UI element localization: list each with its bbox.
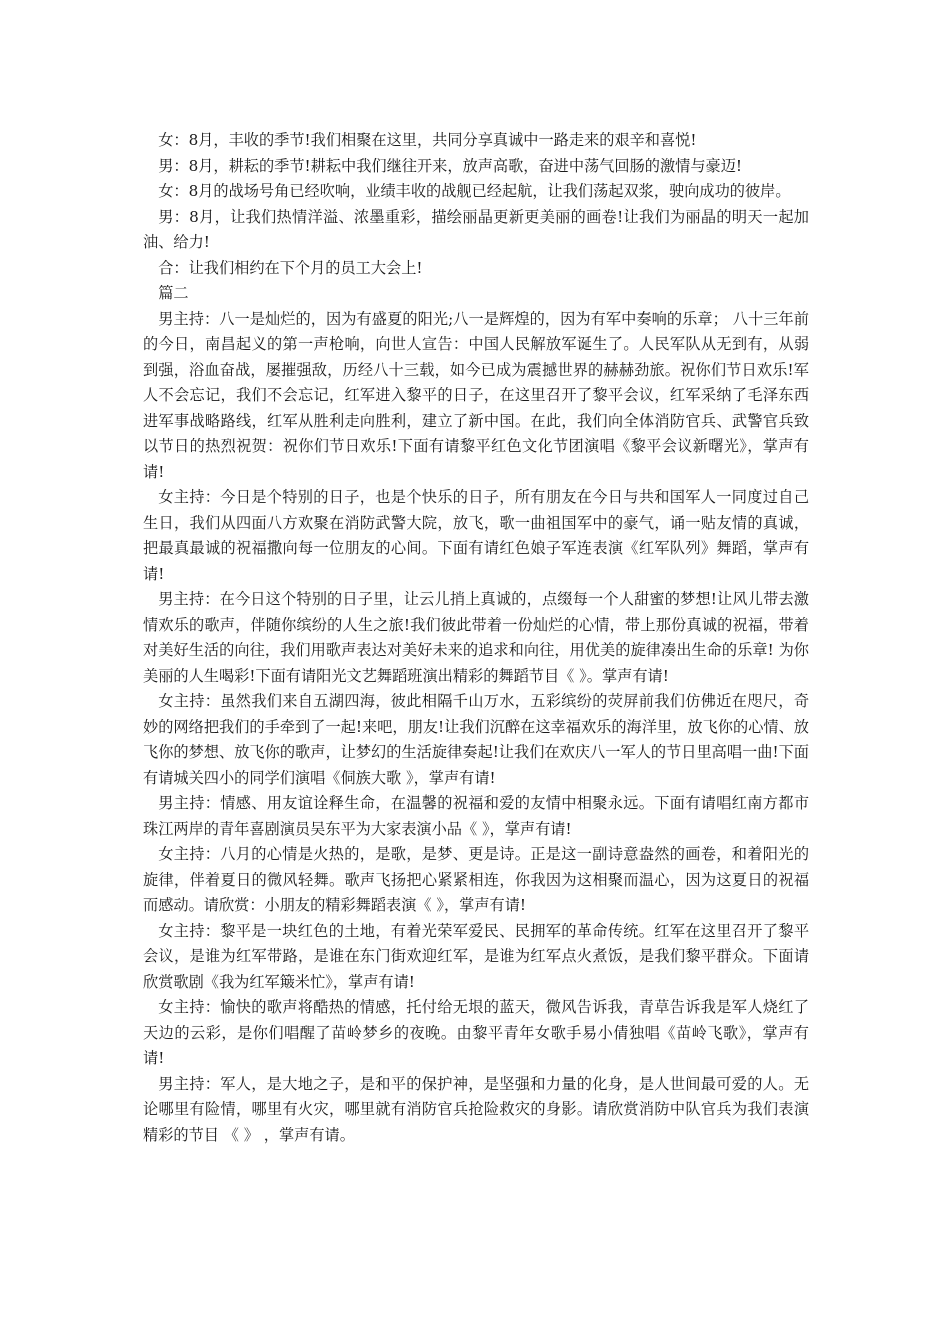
paragraph: 女：8月，丰收的季节!我们相聚在这里，共同分享真诚中一路走来的艰辛和喜悦! xyxy=(158,131,697,149)
paragraph: 男主持：军人，是大地之子，是和平的保护神，是坚强和力量的化身，是人世间最可爱的人。无论哪里有险情，哪里有火灾，哪里就有消防官兵抢险救灾的身影。请欣赏消防中队官兵为我们表演精彩的节目 《 》 ，掌声有请。 xyxy=(143,1074,809,1144)
paragraph: 男：8月，让我们热情洋溢、浓墨重彩，描绘丽晶更新更美丽的画卷!让我们为丽晶的明天一起加油、给力! xyxy=(143,207,809,251)
paragraph: 男：8月，耕耘的季节!耕耘中我们继往开来，放声高歌，奋进中荡气回肠的激情与豪迈! xyxy=(158,156,742,175)
paragraph: 女主持：愉快的歌声将酷热的情感，托付给无垠的蓝天，微风告诉我，青草告诉我是军人烧红了天边的云彩，是你们唱醒了苗岭梦乡的夜晚。由黎平青年女歌手易小倩独唱《苗岭飞歌》，掌声有请! xyxy=(143,998,809,1067)
paragraph: 合：让我们相约在下个月的员工大会上! xyxy=(158,258,423,277)
paragraph: 女主持：虽然我们来自五湖四海，彼此相隔千山万水，五彩缤纷的荧屏前我们仿佛近在咫尺，奇妙的网络把我们的手牵到了一起!来吧，朋友!让我们沉醉在这幸福欢乐的海洋里，放飞你的心情、放飞你的梦想、放飞你的歌声，让梦幻的生活旋律奏起!让我们在欢庆八一军人的节日里高唱一曲!下面有请城关四小的同学们演唱《侗族大歌 》，掌声有请! xyxy=(143,692,809,787)
paragraph: 男主持：在今日这个特别的日子里，让云儿捎上真诚的，点缀每一个人甜蜜的梦想!让风儿带去激情欢乐的歌声，伴随你缤纷的人生之旅!我们彼此带着一份灿烂的心情，带上那份真诚的祝福，带着对美好生活的向往，我们用歌声表达对美好未来的追求和向往，用优美的旋律凑出生命的乐章! 为你美丽的人生喝彩!下面有请阳光文艺舞蹈班演出精彩的舞蹈节目《 》。掌声有请! xyxy=(143,590,809,685)
document-body xyxy=(143,128,809,1148)
paragraph: 女主持：今日是个特别的日子，也是个快乐的日子，所有朋友在今日与共和国军人一同度过自己生日，我们从四面八方欢聚在消防武警大院，放飞，歌一曲祖国军中的豪气，诵一贴友情的真诚，把最真最诚的祝福撒向每一位朋友的心间。下面有请红色娘子军连表演《红军队列》舞蹈，掌声有请! xyxy=(143,488,809,583)
paragraph: 男主持：情感、用友谊诠释生命，在温馨的祝福和爱的友情中相聚永远。下面有请唱红南方都市珠江两岸的青年喜剧演员吴东平为大家表演小品《 》，掌声有请! xyxy=(143,794,809,838)
paragraph: 女：8月的战场号角已经吹响，业绩丰收的战舰已经起航，让我们荡起双浆，驶向成功的彼岸。 xyxy=(158,182,791,200)
section-heading: 篇二 xyxy=(158,284,189,302)
paragraph: 女主持：八月的心情是火热的，是歌，是梦、更是诗。正是这一副诗意盎然的画卷，和着阳光的旋律，伴着夏日的微风轻舞。歌声飞扬把心紧紧相连，你我因为这相聚而温心，因为这夏日的祝福而感动。请欣赏：小朋友的精彩舞蹈表演《 》，掌声有请! xyxy=(143,845,809,914)
paragraph: 男主持：八一是灿烂的，因为有盛夏的阳光;八一是辉煌的，因为有军中奏响的乐章； 八十三年前的今日，南昌起义的第一声枪响，向世人宣告：中国人民解放军诞生了。人民军队从无到有，从弱到强，浴血奋战，屡摧强敌，历经八十三载，如今已成为震撼世界的赫赫劲旅。祝你们节日欢乐!军人不会忘记，我们不会忘记，红军进入黎平的日子，在这里召开了黎平会议，红军采纳了毛泽东西进军事战略路线，红军从胜利走向胜利，建立了新中国。在此，我们向全体消防官兵、武警官兵致以节日的热烈祝贺：祝你们节日欢乐!下面有请黎平红色文化节团演唱《黎平会议新曙光》，掌声有请! xyxy=(143,309,809,481)
paragraph: 女主持：黎平是一块红色的土地，有着光荣军爱民、民拥军的革命传统。红军在这里召开了黎平会议，是谁为红军带路，是谁在东门街欢迎红军，是谁为红军点火煮饭，是我们黎平群众。下面请欣赏歌剧《我为红军簸米忙》，掌声有请! xyxy=(143,921,809,991)
